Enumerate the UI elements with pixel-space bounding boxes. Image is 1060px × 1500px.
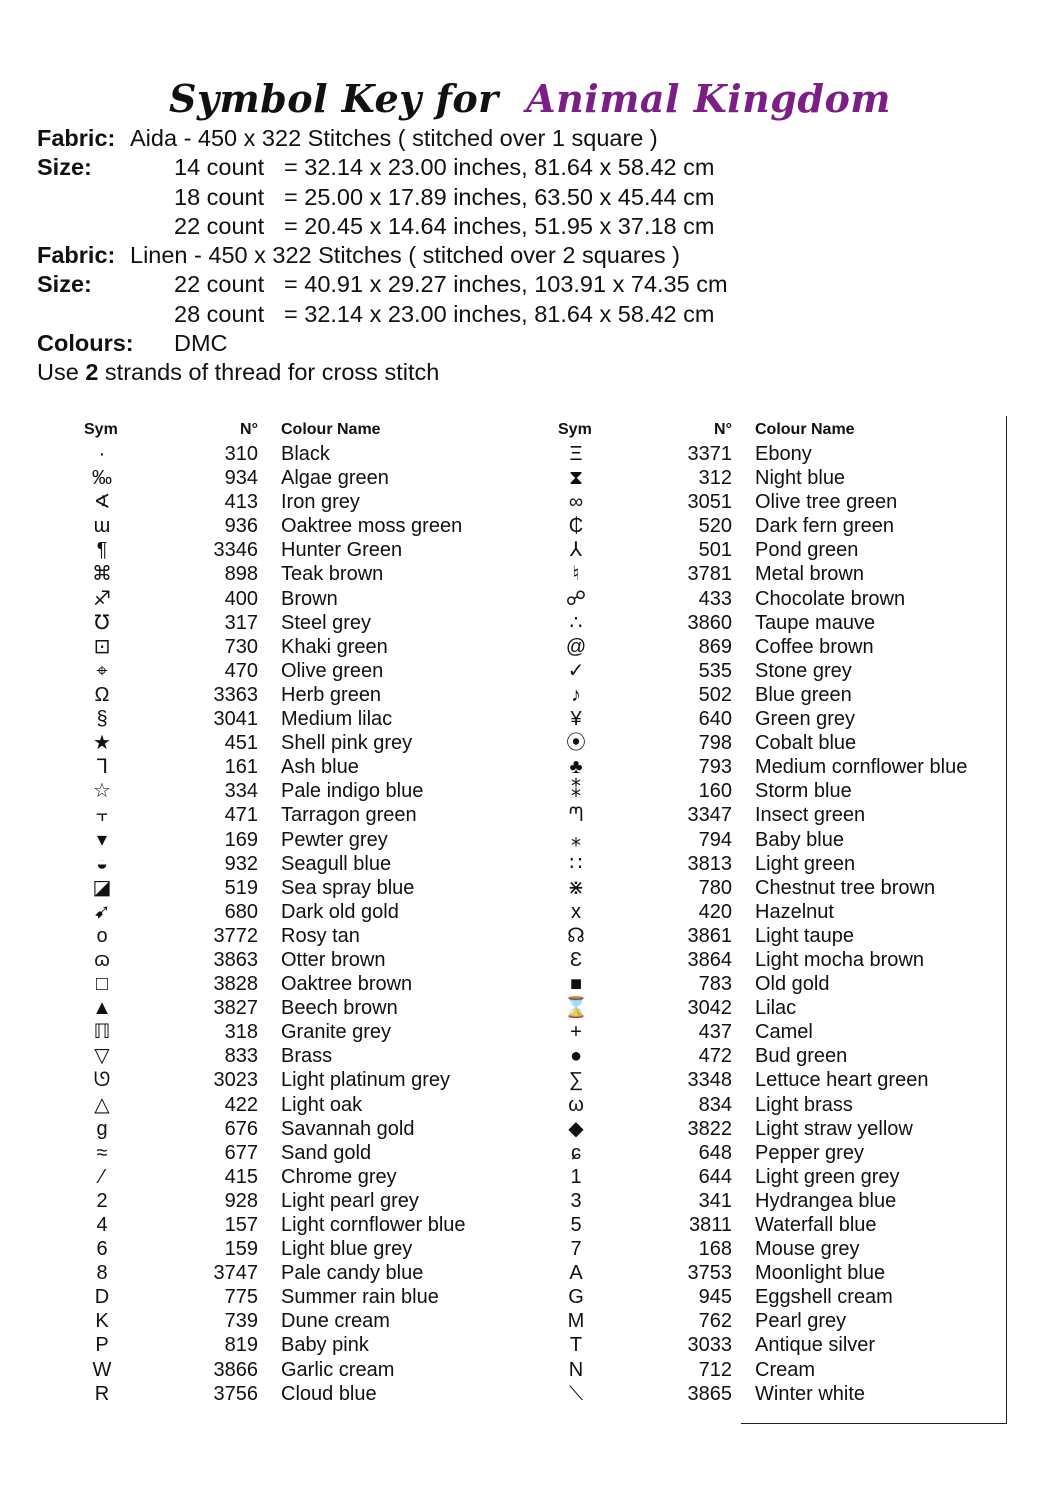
dmc-number: 169 [224, 828, 258, 851]
symbol: ⫟ [95, 804, 109, 827]
dmc-number: 730 [224, 635, 258, 658]
colours-label: Colours: [37, 330, 134, 357]
symbol: ● [569, 1045, 583, 1068]
symbol: ≈ [96, 1141, 108, 1164]
colour-name: Summer rain blue [281, 1286, 439, 1309]
dmc-number: 798 [698, 732, 732, 755]
colour-name: Pepper grey [755, 1141, 864, 1164]
symbol: ★ [93, 732, 111, 755]
symbol: x [571, 900, 581, 923]
colour-name: Cobalt blue [755, 732, 857, 755]
dmc-number: 501 [698, 539, 732, 562]
dmc-number: 437 [698, 1021, 732, 1044]
dmc-number: 783 [698, 973, 732, 996]
symbol: ⌛ [563, 997, 589, 1020]
colour-name: Light straw yellow [755, 1117, 913, 1140]
dmc-number: 470 [224, 659, 258, 682]
colour-name: Beech brown [281, 997, 398, 1020]
symbol: ℿ [93, 1021, 111, 1044]
dmc-number: 945 [698, 1286, 732, 1309]
colour-name: Night blue [755, 467, 846, 490]
symbol: 3 [570, 1189, 582, 1212]
symbol: ∷ [569, 852, 583, 875]
symbol: M [567, 1310, 585, 1333]
size-value: = 20.45 x 14.64 inches, 51.95 x 37.18 cm [284, 212, 715, 239]
size-value: = 32.14 x 23.00 inches, 81.64 x 58.42 cm [284, 300, 715, 327]
dmc-number: 310 [224, 443, 258, 465]
dmc-number: 413 [224, 491, 258, 514]
symbol: D [94, 1286, 110, 1309]
dmc-number: 519 [224, 876, 258, 899]
symbol: ◒ [95, 852, 109, 875]
symbol: g [96, 1117, 108, 1140]
colour-name: Teak brown [281, 563, 384, 586]
symbol: ‰ [92, 467, 112, 490]
colour-name: Antique silver [755, 1334, 876, 1357]
symbol: ⊡ [93, 635, 111, 658]
dmc-number: 420 [698, 900, 732, 923]
colour-name: Chocolate brown [755, 587, 906, 610]
symbol: ⦿ [566, 732, 586, 755]
symbol: ¥ [570, 708, 582, 731]
dmc-number: 3811 [688, 1214, 732, 1236]
dmc-number: 3346 [213, 539, 258, 562]
colour-name: Oaktree moss green [281, 515, 463, 538]
symbol: 4 [96, 1214, 108, 1236]
header-colour-name: Colour Name [281, 421, 381, 438]
size-value: = 32.14 x 23.00 inches, 81.64 x 58.42 cm [284, 154, 715, 181]
size-count: 22 count [174, 271, 265, 298]
fabric-linen-text: Linen - 450 x 322 Stitches ( stitched over 2 squares ) [130, 242, 680, 269]
colour-name: Black [281, 443, 330, 465]
dmc-number: 400 [224, 587, 258, 610]
symbol: ∴ [569, 611, 583, 634]
dmc-number: 677 [224, 1141, 258, 1164]
symbol: ▽ [94, 1045, 110, 1068]
dmc-number: 168 [698, 1238, 732, 1261]
dmc-number: 472 [698, 1045, 732, 1068]
size-label: Size: [37, 271, 92, 298]
fabric-label: Fabric: [37, 242, 116, 269]
size-value: = 25.00 x 17.89 inches, 63.50 x 45.44 cm [284, 183, 715, 210]
page-title [0, 76, 1060, 121]
colour-name: Pond green [755, 539, 859, 562]
dmc-number: 3051 [687, 491, 732, 514]
colour-name: Chrome grey [281, 1165, 397, 1188]
symbol: ▲ [92, 997, 112, 1020]
colour-name: Garlic cream [281, 1358, 395, 1381]
dmc-number: 535 [698, 659, 732, 682]
colour-name: Light blue grey [281, 1238, 413, 1261]
dmc-number: 3864 [687, 948, 732, 971]
dmc-number: 676 [224, 1117, 258, 1140]
colour-name: Eggshell cream [755, 1286, 893, 1309]
size-count: 14 count [174, 154, 265, 181]
dmc-number: 3756 [213, 1382, 258, 1405]
symbol: ∞ [568, 491, 584, 514]
colour-name: Medium cornflower blue [755, 756, 968, 779]
dmc-number: 318 [224, 1021, 258, 1044]
symbol: ▾ [96, 828, 108, 851]
colour-name: Herb green [281, 683, 382, 706]
header-sym: Sym [84, 421, 118, 438]
symbol: ⋇ [567, 876, 585, 899]
symbol: ♐ [93, 587, 111, 610]
dmc-number: 3822 [687, 1117, 732, 1140]
colour-name: Olive green [281, 659, 384, 682]
symbol: ⟍ [569, 1382, 583, 1405]
symbol: P [95, 1334, 109, 1357]
colour-name: Camel [755, 1021, 813, 1044]
symbol: ⁄ [100, 1165, 104, 1188]
colour-name: Algae green [281, 467, 389, 490]
size-label: Size: [37, 154, 92, 181]
symbol: ⌘ [92, 563, 112, 586]
symbol: ᘉ [568, 804, 584, 827]
dmc-number: 3860 [687, 611, 732, 634]
dmc-number: 157 [224, 1214, 258, 1236]
colour-name: Ash blue [281, 756, 359, 779]
colour-name: Baby blue [755, 828, 844, 851]
colour-name: Ebony [755, 443, 812, 465]
header-number: N° [714, 421, 732, 438]
colour-name: Chestnut tree brown [755, 876, 936, 899]
dmc-number: 775 [224, 1286, 258, 1309]
dmc-number: 680 [224, 900, 258, 923]
header-colour-name: Colour Name [755, 421, 855, 438]
colour-name: Light green grey [755, 1165, 900, 1188]
right-border-line [1006, 416, 1007, 1424]
symbol: ☍ [565, 587, 587, 610]
symbol: ᒣ [95, 756, 109, 779]
symbol: K [95, 1310, 109, 1333]
dmc-number: 3866 [213, 1358, 258, 1381]
symbol: Ɛ [569, 948, 583, 971]
symbol: ¶ [96, 539, 108, 562]
colour-name: Light brass [755, 1093, 853, 1116]
symbol: ➹ [93, 900, 111, 923]
colour-name: Lettuce heart green [755, 1069, 929, 1092]
colour-name: Lilac [755, 997, 797, 1020]
symbol: □ [95, 973, 109, 996]
dmc-number: 834 [698, 1093, 732, 1116]
colour-name: Otter brown [281, 948, 386, 971]
colour-name: Light oak [281, 1093, 363, 1116]
symbol: @ [565, 635, 587, 658]
strands-pre: Use [37, 359, 86, 386]
dmc-number: 334 [224, 780, 258, 803]
fabric-aida-text: Aida - 450 x 322 Stitches ( stitched over 1 square ) [130, 125, 658, 151]
dmc-number: 3042 [687, 997, 732, 1020]
dmc-number: 3348 [687, 1069, 732, 1092]
colour-name: Hunter Green [281, 539, 403, 562]
dmc-number: 160 [698, 780, 732, 803]
symbol: 7 [570, 1238, 582, 1261]
size-count: 28 count [174, 300, 265, 327]
symbol: o [96, 924, 108, 947]
colour-name: Iron grey [281, 491, 360, 514]
dmc-number: 3828 [213, 973, 258, 996]
dmc-number: 422 [224, 1093, 258, 1116]
symbol: 8 [96, 1262, 108, 1285]
symbol: 1 [570, 1165, 582, 1188]
symbol: 5 [570, 1214, 582, 1236]
colour-name: Light cornflower blue [281, 1214, 466, 1236]
colour-name: Old gold [755, 973, 830, 996]
dmc-number: 648 [698, 1141, 732, 1164]
bottom-border-line [741, 1423, 1007, 1424]
dmc-number: 762 [698, 1310, 732, 1333]
title-prefix: Symbol Key for [169, 76, 499, 121]
symbol: ♣ [569, 756, 583, 779]
colour-name: Mouse grey [755, 1238, 860, 1261]
colour-name: Rosy tan [281, 924, 360, 947]
symbol: A [569, 1262, 583, 1285]
symbol: G [568, 1286, 584, 1309]
symbol: · [98, 443, 106, 465]
dmc-number: 3781 [687, 563, 732, 586]
dmc-number: 934 [224, 467, 258, 490]
colour-name: Seagull blue [281, 852, 392, 875]
colour-name: Cloud blue [281, 1382, 377, 1405]
symbol: R [94, 1382, 110, 1405]
title-pattern-name: Animal Kingdom [526, 76, 891, 121]
colour-name: Pewter grey [281, 828, 388, 851]
symbol: ⅄ [569, 539, 583, 562]
colour-name: Hydrangea blue [755, 1189, 897, 1212]
fabric-label: Fabric: [37, 125, 116, 151]
dmc-number: 317 [224, 611, 258, 634]
dmc-number: 3827 [213, 997, 258, 1020]
colours-value: DMC [174, 330, 228, 357]
colour-name: Dark old gold [281, 900, 399, 923]
symbol: N [568, 1358, 584, 1381]
dmc-number: 3753 [687, 1262, 732, 1285]
colour-name: Storm blue [755, 780, 852, 803]
symbol: ℧ [94, 611, 110, 634]
dmc-number: 3772 [213, 924, 258, 947]
colour-name: Steel grey [281, 611, 372, 634]
colour-name: Khaki green [281, 635, 388, 658]
dmc-number: 794 [698, 828, 732, 851]
colour-name: Dune cream [281, 1310, 390, 1333]
symbol: ɷ [94, 948, 110, 971]
colour-name: Baby pink [281, 1334, 369, 1357]
colour-name: Blue green [755, 683, 852, 706]
size-value: = 40.91 x 29.27 inches, 103.91 x 74.35 cm [284, 271, 728, 298]
symbol: ⁑ [571, 780, 581, 803]
dmc-number: 3747 [213, 1262, 258, 1285]
colour-name: Light taupe [755, 924, 854, 947]
colour-name: Coffee brown [755, 635, 874, 658]
dmc-number: 898 [224, 563, 258, 586]
symbol: 6 [96, 1238, 108, 1261]
symbol: ◆ [568, 1117, 584, 1140]
header-sym: Sym [558, 421, 592, 438]
symbol: △ [94, 1093, 110, 1116]
colour-name: Light mocha brown [755, 948, 924, 971]
strands-post: strands of thread for cross stitch [98, 359, 440, 386]
symbol: ✓ [567, 659, 585, 682]
dmc-number: 640 [698, 708, 732, 731]
dmc-number: 3865 [687, 1382, 732, 1405]
dmc-number: 451 [224, 732, 258, 755]
colour-name: Winter white [755, 1382, 866, 1405]
colour-name: Pale candy blue [281, 1262, 424, 1285]
colour-name: Taupe mauve [755, 611, 876, 634]
dmc-number: 3363 [213, 683, 258, 706]
symbol: 2 [96, 1189, 108, 1212]
colour-name: Granite grey [281, 1021, 392, 1044]
dmc-number: 341 [698, 1189, 732, 1212]
colour-name: Light pearl grey [281, 1189, 419, 1212]
dmc-number: 159 [224, 1238, 258, 1261]
colour-name: Pale indigo blue [281, 780, 424, 803]
symbol: ■ [569, 973, 583, 996]
dmc-number: 3347 [687, 804, 732, 827]
symbol: ☊ [567, 924, 585, 947]
colour-name: Brass [281, 1045, 333, 1068]
symbol: ∑ [568, 1069, 584, 1092]
dmc-number: 712 [698, 1358, 732, 1381]
header-number: N° [240, 421, 258, 438]
symbol: ♪ [571, 683, 581, 706]
colour-name: Olive tree green [755, 491, 898, 514]
strands-count: 2 [85, 359, 99, 386]
symbol: T [569, 1334, 583, 1357]
colour-name: Light platinum grey [281, 1069, 450, 1092]
colour-name: Pearl grey [755, 1310, 847, 1333]
dmc-number: 3023 [213, 1069, 258, 1092]
colour-name: Hazelnut [755, 900, 834, 923]
dmc-number: 3813 [687, 852, 732, 875]
colour-name: Light green [755, 852, 856, 875]
dmc-number: 3371 [687, 443, 732, 465]
colour-name: Bud green [755, 1045, 848, 1068]
dmc-number: 869 [698, 635, 732, 658]
dmc-number: 415 [224, 1165, 258, 1188]
size-count: 18 count [174, 183, 265, 210]
symbol: ᘎ [93, 1069, 111, 1092]
dmc-number: 433 [698, 587, 732, 610]
symbol: ♮ [572, 563, 580, 586]
colour-name: Medium lilac [281, 708, 393, 731]
symbol: + [570, 1021, 582, 1044]
symbol: ⁎ [571, 828, 581, 851]
dmc-number: 739 [224, 1310, 258, 1333]
symbol: ⧗ [568, 467, 584, 490]
symbol: ⌖ [96, 659, 108, 682]
symbol: W [92, 1358, 112, 1381]
strands-text [37, 358, 439, 387]
symbol: Ω [94, 683, 110, 706]
colour-name: Tarragon green [281, 804, 417, 827]
dmc-number: 502 [698, 683, 732, 706]
colour-name: Moonlight blue [755, 1262, 886, 1285]
colour-name: Oaktree brown [281, 973, 413, 996]
dmc-number: 312 [698, 467, 732, 490]
colour-name: Insect green [755, 804, 866, 827]
dmc-number: 833 [224, 1045, 258, 1068]
symbol: ɕ [571, 1141, 581, 1164]
dmc-number: 3033 [687, 1334, 732, 1357]
dmc-number: 3861 [687, 924, 732, 947]
colour-name: Stone grey [755, 659, 852, 682]
dmc-number: 928 [224, 1189, 258, 1212]
dmc-number: 780 [698, 876, 732, 899]
colour-name: Waterfall blue [755, 1214, 877, 1236]
colour-name: Metal brown [755, 563, 864, 586]
dmc-number: 793 [698, 756, 732, 779]
dmc-number: 471 [224, 804, 258, 827]
colour-name: Sand gold [281, 1141, 372, 1164]
dmc-number: 644 [698, 1165, 732, 1188]
colour-name: Cream [755, 1358, 816, 1381]
symbol: ◪ [92, 876, 112, 899]
symbol: ɯ [93, 515, 111, 538]
dmc-number: 3863 [213, 948, 258, 971]
dmc-number: 520 [698, 515, 732, 538]
dmc-number: 932 [224, 852, 258, 875]
symbol: ₵ [568, 515, 584, 538]
symbol: ∢ [93, 491, 111, 514]
dmc-number: 3041 [213, 708, 258, 731]
size-count: 22 count [174, 212, 265, 239]
dmc-number: 819 [224, 1334, 258, 1357]
dmc-number: 161 [224, 756, 258, 779]
dmc-number: 936 [224, 515, 258, 538]
symbol: Ξ [569, 443, 583, 465]
colour-name: Savannah gold [281, 1117, 415, 1140]
symbol: ω [568, 1093, 584, 1116]
colour-name: Sea spray blue [281, 876, 415, 899]
colour-name: Green grey [755, 708, 856, 731]
colour-name: Brown [281, 587, 338, 610]
colour-name: Shell pink grey [281, 732, 413, 755]
symbol: ☆ [93, 780, 111, 803]
symbol: § [96, 708, 108, 731]
colour-name: Dark fern green [755, 515, 894, 538]
